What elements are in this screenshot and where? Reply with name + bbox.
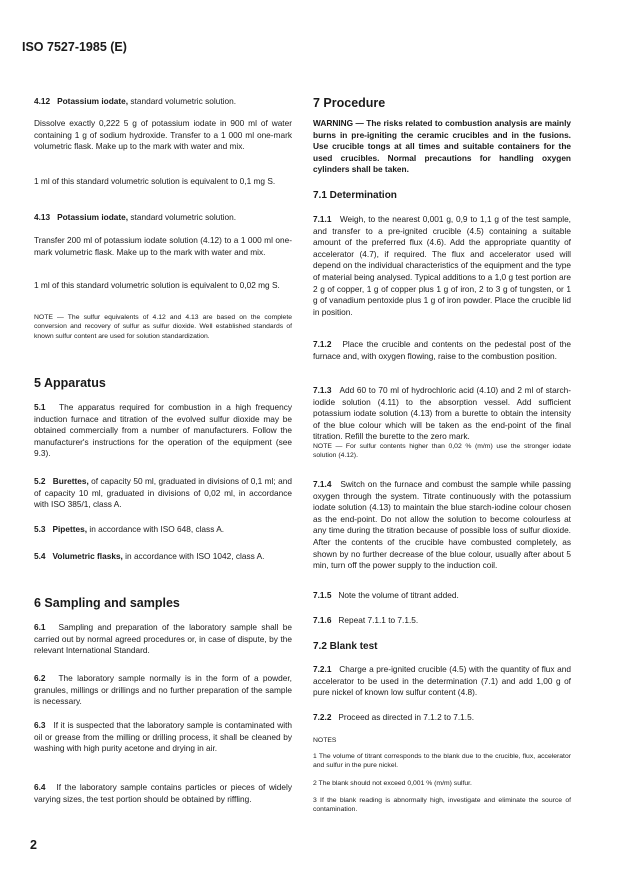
clause-4-13-heading [34,212,292,224]
clause-title: Potassium iodate, [57,96,129,106]
warning-paragraph: WARNING — The risks related to combustion analysis are mainly burns in pre-igniting the ceramic crucibles and in the fusions. Use crucible tongs at all times and suitable containers for the used crucibles. Normal precautions for handling oxygen cylinders shall be taken. [313,118,571,175]
clause-text: in accordance with ISO 648, class A. [87,524,225,534]
clause-7-2-2 [313,712,571,724]
subsection-7-2-heading: 7.2 Blank test [313,641,378,652]
note-1: 1 The volume of titrant corresponds to the blank due to the crucible, flux, accelerator and sulfur in the pure nickel. [313,753,571,770]
clause-4-12-para-1: Dissolve exactly 0,222 5 g of potassium iodate in 900 ml of water containing 1 g of sodium hydroxide. Transfer to a 1 000 ml one-mark volumetric flask. Make up to the mark with water and mix. [34,118,292,152]
clause-number: 7.1.3 [313,385,332,395]
clause-text: If it is suspected that the laboratory sample is contaminated with oil or grease from the milling or drilling process, it shall be cleaned by washing with high purity acetone and drying in air. [34,720,292,754]
clause-text: Note the volume of titrant added. [338,590,459,600]
clause-7-1-6 [313,615,571,627]
clause-6-4 [34,782,292,805]
clause-number: 5.2 [34,476,46,486]
clause-text: Proceed as directed in 7.1.2 to 7.1.5. [338,712,474,722]
clause-number: 6.3 [34,720,46,730]
clause-number: 6.4 [34,782,46,792]
clause-text: Add 60 to 70 ml of hydrochloric acid (4.10) and 2 ml of starch-iodide solution (4.11) to the absorption vessel. Add sufficient potassium iodate solution (4.13) from a burette to obtain the intensity of the blue colour which will be taken as the end-point of the final titration. Refill the burette to the zero mark. [313,385,571,442]
clause-6-2 [34,673,292,708]
subsection-7-1-heading: 7.1 Determination [313,190,397,201]
clause-7-1-2 [313,339,571,362]
clause-4-13-para-2: 1 ml of this standard volumetric solution is equivalent to 0,02 mg S. [34,280,280,290]
clause-text: Switch on the furnace and combust the sample while passing oxygen through the system. Titrate continuously with the potassium iodate solution (4.13) to maintain the blue starch-iodine colour chosen as the end-point. Do not allow the solution to become colourless at any time during the titration because of possible loss of sulfur dioxide. After the contents of the crucible have combusted completely, as shown by no further decrease of the blue colour, usually after about 5 min, turn off the power supply to the induction coil. [313,479,571,571]
clause-number: 7.2.1 [313,664,332,674]
clause-7-1-4 [313,479,571,572]
clause-5-2 [34,476,292,511]
document-header: ISO 7527-1985 (E) [22,40,127,54]
clause-number: 7.1.2 [313,339,332,349]
clause-number: 4.12 [34,96,51,106]
clause-7-1-1 [313,214,571,318]
clause-text: The laboratory sample normally is in the form of a powder, granules, millings or drillings and no further preparation of the sample is necessary. [34,673,292,707]
page-number: 2 [30,838,37,852]
section-6-heading: 6 Sampling and samples [34,596,180,610]
clause-number: 7.1.4 [313,479,332,489]
clause-title-rest: standard volumetric solution. [128,212,237,222]
note-3: 3 If the blank reading is abnormally high, investigate and eliminate the source of contamination. [313,797,571,814]
clause-number: 6.2 [34,673,46,683]
clause-4-13-note: NOTE — The sulfur equivalents of 4.12 and 4.13 are based on the complete conversion and recovery of sulfur as sulfur dioxide. Well established standards of known sulfur content are used for solution standardization. [34,314,292,340]
clause-number: 7.2.2 [313,712,332,722]
section-5-heading: 5 Apparatus [34,376,106,390]
clause-text: Sampling and preparation of the laboratory sample shall be carried out by normal agreed procedures or, in case of dispute, by the relevant International Standard. [34,622,292,656]
clause-6-1 [34,622,292,657]
clause-number: 6.1 [34,622,46,632]
clause-5-4 [34,551,292,563]
notes-heading: NOTES [313,737,337,744]
clause-4-13-para-1: Transfer 200 ml of potassium iodate solution (4.12) to a 1 000 ml one-mark volumetric flask. Make up to the mark with water and mix. [34,235,292,257]
clause-text: Weigh, to the nearest 0,001 g, 0,9 to 1,1 g of the test sample, and transfer to a pre-ignited crucible (4.5) containing a suitable amount of the preferred flux (4.6). Add the appropriate quantity of accelerator (4.7), if required. The flux and accelerator used will depend on the individual characteristics of the equipment and the type of material being analysed. Typical additions to a 1,0 g test portion are 2 g of copper, 1 g of copper plus 1 g of iron, 2 to 3 g of tungsten, or 1 g of vanadium pentoxide plus 1 g of iron powder. Place the crucible lid in position. [313,214,571,317]
clause-7-1-5 [313,590,571,602]
clause-title-rest: standard volumetric solution. [128,96,237,106]
clause-text: Repeat 7.1.1 to 7.1.5. [338,615,419,625]
clause-number: 5.3 [34,524,46,534]
clause-text: in accordance with ISO 1042, class A. [122,551,265,561]
clause-7-1-3 [313,385,571,443]
clause-5-1 [34,402,292,460]
clause-number: 5.4 [34,551,46,561]
clause-title: Volumetric flasks, [52,551,123,561]
clause-4-12-para-2: 1 ml of this standard volumetric solution is equivalent to 0,1 mg S. [34,176,276,186]
clause-4-12-heading [34,96,292,108]
section-7-heading: 7 Procedure [313,96,386,110]
clause-number: 7.1.5 [313,590,332,600]
clause-title: Pipettes, [52,524,88,534]
clause-text: Place the crucible and contents on the pedestal post of the furnace and, with oxygen flowing, raise to the combustion position. [313,339,571,361]
clause-6-3 [34,720,292,755]
clause-number: 5.1 [34,402,46,412]
clause-5-3 [34,524,292,536]
clause-7-2-1 [313,664,571,699]
clause-title: Potassium iodate, [57,212,129,222]
clause-title: Burettes, [52,476,89,486]
note-2: 2 The blank should not exceed 0,001 % (m/m) sulfur. [313,780,472,787]
clause-7-1-3-note: NOTE — For sulfur contents higher than 0,02 % (m/m) use the stronger iodate solution (4.12). [313,443,571,460]
clause-text: of capacity 50 ml, graduated in divisions of 0,1 ml; and of capacity 10 ml, graduated in divisions of 0,02 ml, in accordance with ISO 385/1, class A. [34,476,292,510]
clause-text: If the laboratory sample contains particles or pieces of widely varying sizes, the test portion should be obtained by riffling. [34,782,292,804]
clause-text: Charge a pre-ignited crucible (4.5) with the quantity of flux and accelerator to be used in the determination (7.1) and add 1,00 g of pure nickel of known low sulfur content (4.8). [313,664,571,698]
clause-text: The apparatus required for combustion in a high frequency induction furnace and titration of the evolved sulfur dioxide may be obtained commercially from a number of manufacturers. Follow the manufacturer's instructions for the operation of the equipment (see 9.3). [34,402,292,459]
clause-number: 4.13 [34,212,51,222]
clause-number: 7.1.1 [313,214,332,224]
clause-number: 7.1.6 [313,615,332,625]
